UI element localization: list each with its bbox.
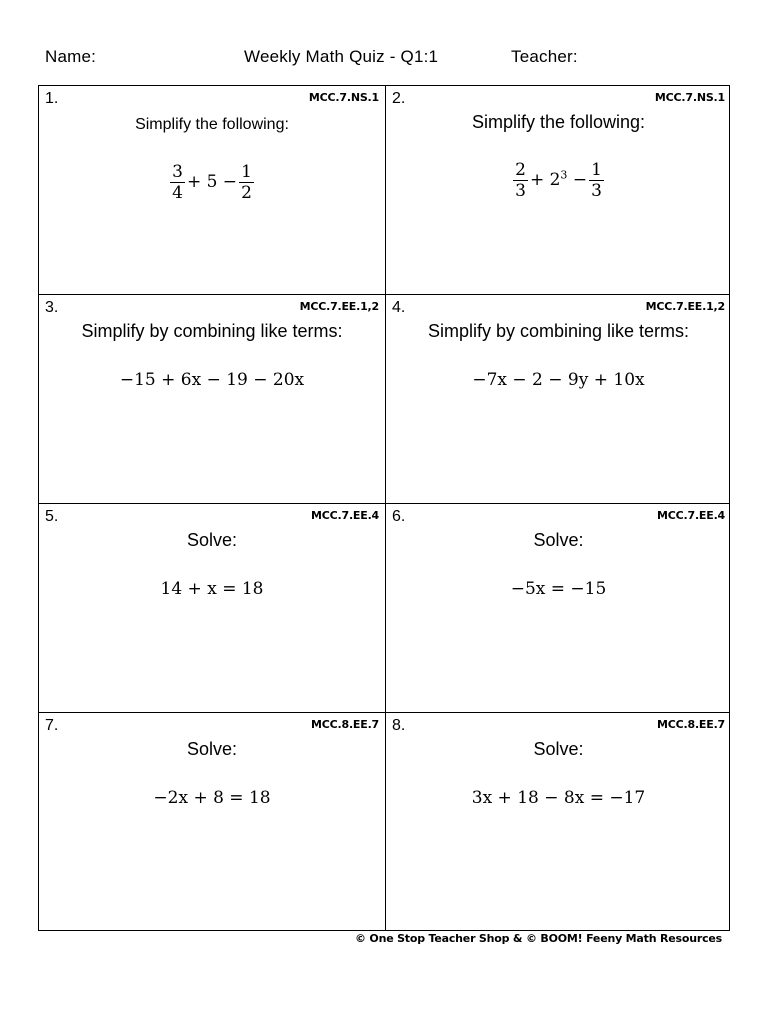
- problem-instruction: Solve:: [533, 530, 584, 550]
- problem-cell-6: [386, 504, 731, 712]
- standard-code: MCC.7.EE.1,2: [645, 300, 725, 313]
- problem-cell-1: [39, 86, 385, 294]
- problem-grid: [38, 85, 730, 931]
- problem-cell-5: [39, 504, 385, 712]
- teacher-label: Teacher:: [511, 47, 578, 66]
- problem-number: 8.: [392, 717, 406, 734]
- fraction: $\frac{1}{2}$: [241, 162, 252, 203]
- problem-expression: −7x − 2 − 9y + 10x: [472, 370, 645, 390]
- problem-cell-4: [386, 295, 731, 503]
- standard-code: MCC.7.EE.1,2: [299, 300, 379, 313]
- standard-code: MCC.7.EE.4: [311, 509, 379, 522]
- problem-instruction: Solve:: [533, 739, 584, 759]
- problem-instruction: Simplify the following:: [471, 112, 646, 132]
- fraction: $\frac{2}{3}$: [515, 160, 526, 201]
- problem-instruction: Simplify the following:: [135, 116, 289, 133]
- problem-instruction: Simplify by combining like terms:: [427, 321, 690, 341]
- problem-number: 3.: [45, 299, 59, 316]
- standard-code: MCC.7.NS.1: [308, 91, 379, 104]
- problem-cell-3: [39, 295, 385, 503]
- problem-number: 2.: [392, 90, 406, 107]
- copyright-footer: © One Stop Teacher Shop & © BOOM! Feeny Math Resources: [354, 932, 722, 945]
- problem-number: 6.: [392, 508, 406, 525]
- problem-expression: $\frac{3}{4}$ + 5 − $\frac{1}{2}$: [172, 162, 252, 203]
- problem-number: 7.: [45, 717, 59, 734]
- quiz-title: Weekly Math Quiz - Q1:1: [244, 47, 439, 66]
- standard-code: MCC.8.EE.7: [311, 718, 379, 731]
- problem-expression: 3x + 18 − 8x = −17: [471, 788, 646, 808]
- problem-cell-8: [386, 713, 731, 931]
- problem-expression: −15 + 6x − 19 − 20x: [119, 370, 305, 390]
- problem-number: 1.: [45, 90, 59, 107]
- problem-cell-7: [39, 713, 385, 931]
- standard-code: MCC.7.NS.1: [654, 91, 725, 104]
- fraction: $\frac{3}{4}$: [172, 162, 183, 203]
- problem-instruction: Solve:: [186, 530, 238, 550]
- problem-instruction: Simplify by combining like terms:: [81, 321, 343, 341]
- problem-expression: 14 + x = 18: [160, 579, 264, 599]
- problem-number: 4.: [392, 299, 406, 316]
- problem-cell-2: [386, 86, 731, 294]
- problem-expression: −5x = −15: [510, 579, 607, 599]
- problem-expression: $\frac{2}{3}$ + $2^3$ − $\frac{1}{3}$: [515, 160, 602, 201]
- standard-code: MCC.8.EE.7: [657, 718, 725, 731]
- problem-expression: −2x + 8 = 18: [153, 788, 271, 808]
- problem-number: 5.: [45, 508, 59, 525]
- fraction: $\frac{1}{3}$: [591, 160, 602, 201]
- standard-code: MCC.7.EE.4: [657, 509, 725, 522]
- name-label: Name:: [45, 47, 97, 66]
- problem-instruction: Solve:: [186, 739, 238, 759]
